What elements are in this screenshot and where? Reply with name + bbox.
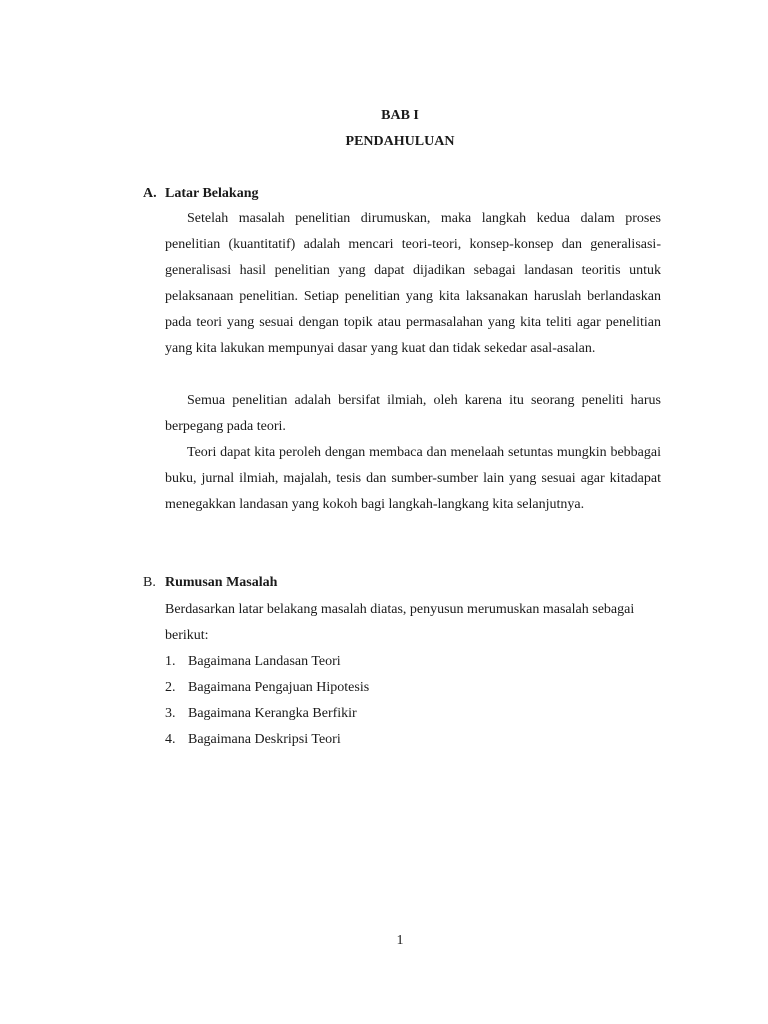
chapter-title: PENDAHULUAN bbox=[345, 134, 455, 149]
list-item-number: 4. bbox=[165, 732, 176, 747]
list-item-number: 2. bbox=[165, 680, 176, 695]
section-a-marker: A. bbox=[143, 186, 157, 201]
list-item-text: Bagaimana Pengajuan Hipotesis bbox=[188, 680, 370, 695]
section-a-heading bbox=[143, 186, 258, 202]
section-a-title: Latar Belakang bbox=[165, 186, 259, 201]
list-item bbox=[165, 675, 369, 701]
list-item bbox=[165, 701, 369, 727]
section-a-paragraph-1: Setelah masalah penelitian dirumuskan, maka langkah kedua dalam proses penelitian (kuantitatif) adalah mencari teori-teori, konsep-konsep dan generalisasi-generalisasi hasil penelitian yang dapat dijadikan sebagai landasan teoritis untuk pelaksanaan penelitian. Setiap penelitian yang kita laksanakan haruslah berlandaskan pada teori yang sesuai dengan topik atau permasalahan yang kita teliti agar penelitian yang kita lakukan mempunyai dasar yang kuat dan tidak sekedar asal-asalan. bbox=[165, 211, 661, 356]
chapter-label: BAB I bbox=[381, 108, 419, 123]
list-item-text: Bagaimana Kerangka Berfikir bbox=[188, 706, 357, 721]
problem-list bbox=[165, 649, 369, 753]
section-b-heading bbox=[143, 575, 277, 591]
page-number: 1 bbox=[396, 933, 404, 948]
section-b-intro: Berdasarkan latar belakang masalah diatas, penyusun merumuskan masalah sebagai berikut: bbox=[165, 602, 635, 643]
section-b-title: Rumusan Masalah bbox=[165, 575, 278, 590]
section-b-marker: B. bbox=[143, 575, 156, 590]
list-item-number: 3. bbox=[165, 706, 176, 721]
list-item-text: Bagaimana Deskripsi Teori bbox=[188, 732, 341, 747]
section-a-paragraph-2: Semua penelitian adalah bersifat ilmiah, oleh karena itu seorang peneliti harus berpegang pada teori. bbox=[165, 393, 661, 434]
section-a-paragraph-3: Teori dapat kita peroleh dengan membaca dan menelaah setuntas mungkin bebbagai buku, jurnal ilmiah, majalah, tesis dan sumber-sumber lain yang sesuai agar kitadapat menegakkan landasan yang kokoh bagi langkah-langkang kita selanjutnya. bbox=[165, 445, 661, 512]
list-item bbox=[165, 727, 369, 753]
list-item-number: 1. bbox=[165, 654, 176, 669]
list-item-text: Bagaimana Landasan Teori bbox=[188, 654, 341, 669]
list-item bbox=[165, 649, 369, 675]
